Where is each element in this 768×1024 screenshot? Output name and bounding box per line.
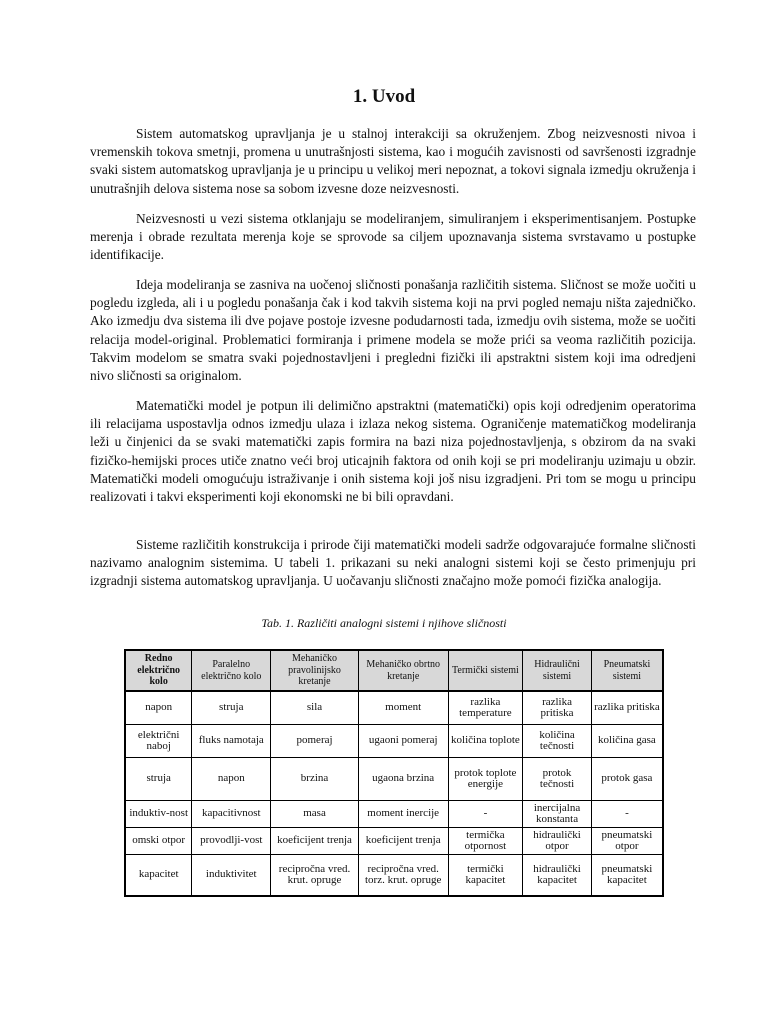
table-cell: moment — [358, 691, 448, 725]
table-cell: struja — [192, 691, 271, 725]
table-cell: napon — [125, 691, 192, 725]
table-cell: moment inercije — [358, 801, 448, 828]
table-row — [125, 855, 663, 897]
header-cell: Mehaničko pravolinijsko kretanje — [271, 650, 359, 691]
table-header-row — [125, 650, 663, 691]
table-cell: induktiv-nost — [125, 801, 192, 828]
table-cell: termički kapacitet — [448, 855, 523, 897]
paragraph-5: Sisteme različitih konstrukcija i prirode čiji matematički modeli sadrže odgovarajuće formalne sličnosti nazivamo analognim sistemima. U tabeli 1. prikazani su neki analogni sistemi koji se često primenjuju pri izgradnji sistema automatskog upravljanja. U uočavanju sličnosti značajno može pomoći fizička analogija. — [90, 537, 696, 589]
table-cell: inercijalna konstanta — [523, 801, 592, 828]
table-cell: napon — [192, 758, 271, 801]
table-row — [125, 758, 663, 801]
table-cell: pomeraj — [271, 725, 359, 758]
header-cell: Hidraulični sistemi — [523, 650, 592, 691]
paragraph-2: Neizvesnosti u vezi sistema otklanjaju se modeliranjem, simuliranjem i eksperimentisanjem. Postupke merenja i obrade rezultata merenja koje se sprovode sa ciljem upoznavanja sistema svrstavamo u postupke identifikacije. — [90, 211, 696, 263]
table-row — [125, 828, 663, 855]
table-cell: termička otpornost — [448, 828, 523, 855]
table-cell: pneumatski otpor — [591, 828, 663, 855]
paragraph-3: Ideja modeliranja se zasniva na uočenoj sličnosti ponašanja različitih sistema. Sličnost se može uočiti u pogledu izgleda, ali i u pogledu ponašanja čak i kod takvih sistema koji na prvi pogled nemaju ništa zajedničko. Ako izmedju dva sistema ili dve pojave postoje izvesne podudarnosti tada, izmedju ovih sistema, može se uočiti relacija model-original. Problematici formiranja i primene modela se može prići sa veoma različitih pozicija. Takvim modelom se smatra svaki pojednostavljeni i pregledni fizički ili apstraktni sistem koji ima odredjeni nivo sličnosti sa originalom. — [90, 277, 696, 384]
paragraph-4: Matematički model je potpun ili delimično apstraktni (matematički) opis koji odredjenim operatorima ili relacijama uspostavlja odnos izmedju ulaza i izlaza nekog sistema. Ograničenje matematičkog modeliranja leži u činjenici da se svaki matematički zapis formira na bazi niza pojednostavljenja, s obzirom da na svaki fizičko-hemijski proces utiče znatno veći broj uticajnih faktora od onih koji se pri modeliranju uzimaju u obzir. Matematički modeli omogućuju istraživanje i onih sistema koji još nisu izgradjeni. Pri tom se mogu u principu realizovati i takvi eksperimenti koji ekonomski ne bi bili opravdani. — [90, 398, 696, 505]
table-cell: kapacitet — [125, 855, 192, 897]
header-cell: Termički sistemi — [448, 650, 523, 691]
table-row — [125, 691, 663, 725]
table-cell: protok gasa — [591, 758, 663, 801]
table-cell: ugaoni pomeraj — [358, 725, 448, 758]
table-cell: količina toplote — [448, 725, 523, 758]
header-cell: Mehaničko obrtno kretanje — [358, 650, 448, 691]
table-cell: koeficijent trenja — [271, 828, 359, 855]
table-cell: omski otpor — [125, 828, 192, 855]
table-cell: recipročna vred. krut. opruge — [271, 855, 359, 897]
section-title: 1. Uvod — [352, 86, 416, 107]
table-cell: količina tečnosti — [523, 725, 592, 758]
table-cell: - — [591, 801, 663, 828]
table-cell: razlika temperature — [448, 691, 523, 725]
table-cell: masa — [271, 801, 359, 828]
table-row — [125, 725, 663, 758]
header-cell: Redno električno kolo — [125, 650, 192, 691]
table-cell: električni naboj — [125, 725, 192, 758]
table-cell: ugaona brzina — [358, 758, 448, 801]
table-cell: brzina — [271, 758, 359, 801]
table-cell: hidraulički otpor — [523, 828, 592, 855]
table-cell: kapacitivnost — [192, 801, 271, 828]
analog-systems-table — [124, 649, 664, 897]
table-cell: pneumatski kapacitet — [591, 855, 663, 897]
table-cell: fluks namotaja — [192, 725, 271, 758]
table-cell: recipročna vred. torz. krut. opruge — [358, 855, 448, 897]
table-cell: protok toplote energije — [448, 758, 523, 801]
table-cell: provodlji-vost — [192, 828, 271, 855]
table-cell: sila — [271, 691, 359, 725]
table-cell: protok tečnosti — [523, 758, 592, 801]
table-cell: hidraulički kapacitet — [523, 855, 592, 897]
table-cell: induktivitet — [192, 855, 271, 897]
table-cell: koeficijent trenja — [358, 828, 448, 855]
header-cell: Pneumatski sistemi — [591, 650, 663, 691]
paragraph-1: Sistem automatskog upravljanja je u stalnoj interakciji sa okruženjem. Zbog neizvesnosti nivoa i vremenskih tokova smetnji, promena u unutrašnjosti sistema, kao i mogućih zavisnosti od savršenosti izgradnje svaki sistem automatskog upravljanja je u principu u velikoj meri nepoznat, a tokovi signala izmedju okruženja i unutrašnjih delova sistema nose sa sobom izvesne doze neizvesnosti. — [90, 126, 696, 196]
table-cell: struja — [125, 758, 192, 801]
table-row — [125, 801, 663, 828]
table-cell: razlika pritiska — [591, 691, 663, 725]
table-cell: - — [448, 801, 523, 828]
table-cell: količina gasa — [591, 725, 663, 758]
table-cell: razlika pritiska — [523, 691, 592, 725]
header-cell: Paralelno električno kolo — [192, 650, 271, 691]
table-caption: Tab. 1. Različiti analogni sistemi i njihove sličnosti — [261, 616, 507, 630]
